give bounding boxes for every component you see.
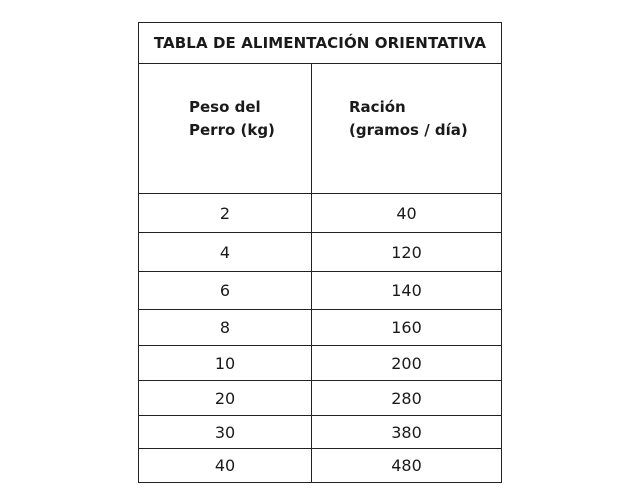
table-body xyxy=(139,194,501,482)
cell-ration: 480 xyxy=(391,456,422,475)
header-ration: Ración (gramos / día) xyxy=(349,98,468,139)
table-row xyxy=(139,310,501,346)
cell-weight: 20 xyxy=(139,381,312,415)
table-row xyxy=(139,346,501,381)
header-weight: Peso del Perro (kg) xyxy=(139,64,312,193)
cell-weight: 40 xyxy=(139,449,312,482)
cell-ration: 40 xyxy=(396,203,417,223)
table-row xyxy=(139,381,501,416)
table-title: TABLA DE ALIMENTACIÓN ORIENTATIVA xyxy=(139,23,501,64)
table-row xyxy=(139,449,501,482)
cell-ration: 160 xyxy=(391,318,422,337)
cell-weight: 30 xyxy=(139,416,312,448)
cell-weight: 8 xyxy=(139,310,312,345)
cell-weight: 2 xyxy=(139,194,312,232)
table-row xyxy=(139,233,501,272)
table-row xyxy=(139,194,501,233)
cell-weight: 6 xyxy=(139,272,312,309)
cell-ration: 200 xyxy=(391,353,422,373)
cell-ration: 120 xyxy=(391,242,422,262)
table-row xyxy=(139,416,501,449)
table-header-row xyxy=(139,64,501,194)
cell-weight: 4 xyxy=(139,233,312,271)
cell-weight: 10 xyxy=(139,346,312,380)
cell-ration: 380 xyxy=(391,422,422,442)
cell-ration: 140 xyxy=(391,281,422,300)
table-row xyxy=(139,272,501,310)
cell-ration: 280 xyxy=(391,388,422,408)
feeding-table xyxy=(138,22,502,483)
